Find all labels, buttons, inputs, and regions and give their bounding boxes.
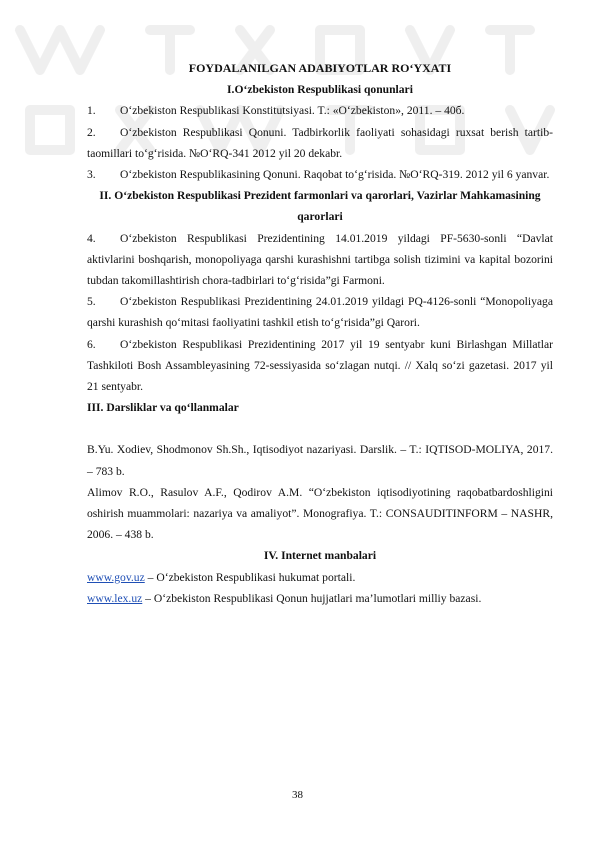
reference-item: B.Yu. Xodiev, Shodmonov Sh.Sh., Iqtisodiyot nazariyasi. Darslik. – T.: IQTISOD-MOLIYA, 2017. – 783 b.: [87, 443, 553, 478]
list-item: 4. O‘zbekiston Respublikasi Prezidentining 14.01.2019 yildagi PF-5630-sonli “Davlat aktivlarini boshqarish, monopoliyaga qarshi kurashishni tartibga solish tizimini va kapital bozorini tubdan takomillashtirish chora-tadbirlari to‘g‘risida”gi Farmoni.: [87, 231, 553, 288]
list-item: 6. O‘zbekiston Respublikasi Prezidentining 2017 yil 19 sentyabr kuni Birlashgan Millatlar Tashkiloti Bosh Assambleyasining 72-sessiyasida so‘zlagan nutqi. // Xalq so‘zi gazetasi. 2017 yil 21 sentyabr.: [87, 337, 553, 394]
list-item: 3. O‘zbekiston Respublikasining Qonuni. Raqobat to‘g‘risida. №O‘RQ-319. 2012 yil 6 yanvar.: [87, 168, 550, 182]
link-gov-uz[interactable]: www.gov.uz: [87, 570, 145, 584]
page-title: FOYDALANILGAN ADABIYOTLAR RO‘YXATI: [188, 61, 452, 75]
section-heading: II. O‘zbekiston Respublikasi Prezident farmonlari va qarorlari, Vazirlar Mahkamasining qarorlari: [99, 189, 541, 224]
section-heading: IV. Internet manbalari: [263, 549, 377, 563]
spacer: [87, 418, 553, 439]
reference-item: Alimov R.O., Rasulov A.F., Qodirov A.M. “O‘zbekiston iqtisodiyotining raqobatbardoshligini oshirish muammolari: nazariya va amaliyot”. Monografiya. T.: CONSAUDITINFORM – NASHR, 2006. – 438 b.: [87, 485, 553, 542]
list-item: 1. O‘zbekiston Respublikasi Konstitutsiyasi. T.: «O‘zbekiston», 2011. – 40б.: [87, 104, 465, 118]
link-item: www.lex.uz – O‘zbekiston Respublikasi Qonun hujjatlari ma’lumotlari milliy bazasi.: [87, 591, 482, 605]
section-heading: I.O‘zbekiston Respublikasi qonunlari: [227, 83, 413, 97]
bibliography: [87, 58, 553, 609]
list-item: 5. O‘zbekiston Respublikasi Prezidentining 24.01.2019 yildagi PQ-4126-sonli “Monopoliyaga qarshi kurashish qo‘mitasi faoliyatini tashkil etish to‘g‘risida”gi Qarori.: [87, 295, 553, 330]
page-number: 38: [292, 789, 303, 801]
link-lex-uz[interactable]: www.lex.uz: [87, 591, 143, 605]
link-item: www.gov.uz – O‘zbekiston Respublikasi hukumat portali.: [87, 570, 356, 584]
section-heading: III. Darsliklar va qo‘llanmalar: [87, 401, 239, 415]
list-item: 2. O‘zbekiston Respublikasi Qonuni. Tadbirkorlik faoliyati sohasidagi ruxsat berish tartib-taomillari to‘g‘risida. №O‘RQ-341 2012 yil 20 dekabr.: [87, 125, 553, 160]
